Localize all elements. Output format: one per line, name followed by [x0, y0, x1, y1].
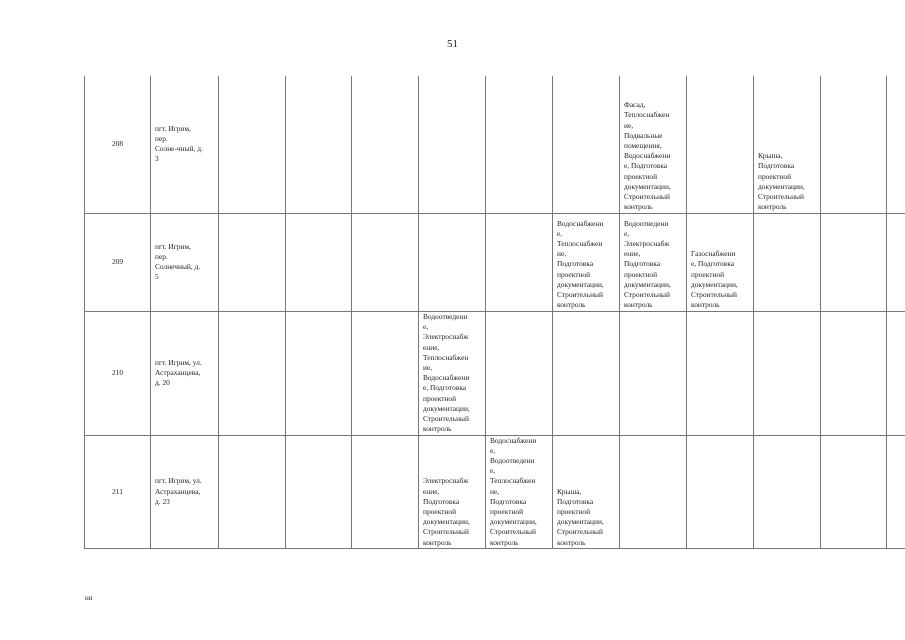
work-cell: Крыша, Подготовка проектной документации, Строительный контроль: [754, 76, 821, 213]
work-cell: Крыша, Подготовка проектной документации, Строительный контроль: [553, 435, 620, 548]
table-row: [85, 76, 905, 213]
work-cell: [219, 311, 286, 435]
work-cell: [486, 311, 553, 435]
work-cell: [821, 435, 887, 548]
work-cell: [486, 213, 553, 311]
work-cell: [620, 435, 687, 548]
work-cell: [219, 76, 286, 213]
work-cell: [754, 213, 821, 311]
work-cell: [352, 435, 419, 548]
work-cell: [821, 311, 887, 435]
work-cell: [286, 213, 352, 311]
work-cell: [620, 311, 687, 435]
work-cell: Электроснабж ение, Подготовка проектной документации, Строительный контроль: [419, 435, 486, 548]
work-cell: Водоотведени е, Электроснабж ение, Теплоснабжен ие, Водоснабжени е, Подготовка проектной документации, Строительный контроль: [419, 311, 486, 435]
repair-schedule-table: [84, 76, 905, 549]
address-cell: пгт. Игрим, ул. Астраханцева, д. 23: [151, 435, 219, 548]
work-cell: Фасад, Теплоснабжен ие, Подвальные помещения, Водоснабжени е, Подготовка проектной документации, Строительный контроль: [620, 76, 687, 213]
work-cell: [286, 435, 352, 548]
footer-mark: ни: [85, 594, 93, 602]
table-row: [85, 311, 905, 435]
address-cell: пгт. Игрим, пер. Солне-чный, д. 3: [151, 76, 219, 213]
work-cell: Газоснабжени е, Подготовка проектной документации, Строительный контроль: [687, 213, 754, 311]
work-cell: [286, 311, 352, 435]
work-cell: [419, 213, 486, 311]
work-cell: [352, 213, 419, 311]
work-cell: [352, 311, 419, 435]
row-number: 208: [85, 76, 151, 213]
work-cell: Водоотведени е, Электроснабж ение, Подготовка проектной документации, Строительный контроль: [620, 213, 687, 311]
row-number: 209: [85, 213, 151, 311]
work-cell: [553, 76, 620, 213]
work-cell: [887, 311, 905, 435]
work-cell: Водоснабжени е, Теплоснабжен ие, Подготовка проектной документации, Строительный контроль: [553, 213, 620, 311]
table-row: [85, 435, 905, 548]
work-cell: [821, 76, 887, 213]
work-cell: [419, 76, 486, 213]
work-cell: [687, 311, 754, 435]
work-cell: [754, 311, 821, 435]
work-cell: [486, 76, 553, 213]
work-cell: [821, 213, 887, 311]
work-cell: [352, 76, 419, 213]
work-cell: [286, 76, 352, 213]
work-cell: [887, 435, 905, 548]
address-cell: пгт. Игрим, ул. Астраханцева, д. 20: [151, 311, 219, 435]
work-cell: [887, 76, 905, 213]
work-cell: [887, 213, 905, 311]
work-cell: [553, 311, 620, 435]
work-cell: [219, 213, 286, 311]
work-cell: [754, 435, 821, 548]
work-cell: [687, 76, 754, 213]
work-cell: Водоснабжени е, Водоотведени е, Теплоснабжен ие, Подготовка проектной документации, Строительный контроль: [486, 435, 553, 548]
work-cell: [219, 435, 286, 548]
row-number: 211: [85, 435, 151, 548]
row-number: 210: [85, 311, 151, 435]
address-cell: пгт. Игрим, пер. Солнечный, д. 5: [151, 213, 219, 311]
table-row: [85, 213, 905, 311]
page-number: 51: [447, 38, 458, 50]
work-cell: [687, 435, 754, 548]
